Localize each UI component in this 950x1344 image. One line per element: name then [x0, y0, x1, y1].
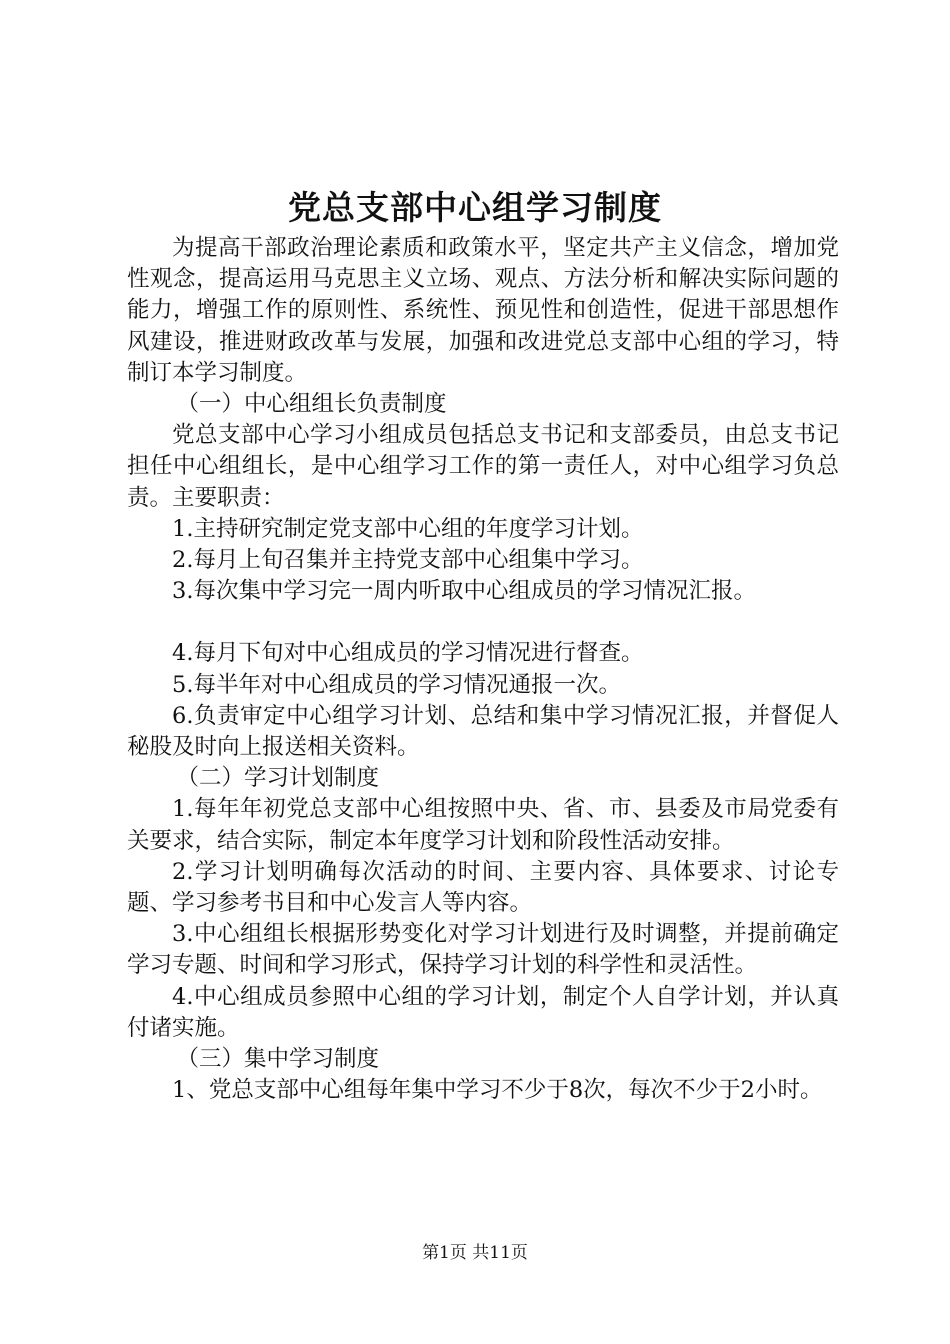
list-item-1-5: 5.每半年对中心组成员的学习情况通报一次。 — [172, 671, 621, 698]
list-item-2-2: 2.学习计划明确每次活动的时间、主要内容、具体要求、讨论专题、学习参考书目和中心发言人等内容。 — [127, 858, 839, 917]
list-item-1-2: 2.每月上旬召集并主持党支部中心组集中学习。 — [172, 547, 644, 574]
list-item-1-4: 4.每月下旬对中心组成员的学习情况进行督查。 — [172, 640, 644, 667]
list-item-2-3: 3.中心组组长根据形势变化对学习计划进行及时调整，并提前确定学习专题、时间和学习形式，保持学习计划的科学性和灵活性。 — [127, 921, 839, 979]
page-number-footer: 第1页 共11页 — [422, 1243, 528, 1263]
list-item-3-1: 1、党总支部中心组每年集中学习不少于8次，每次不少于2小时。 — [172, 1077, 823, 1104]
list-item-2-1: 1.每年年初党总支部中心组按照中央、省、市、县委及市局党委有关要求，结合实际，制定本年度学习计划和阶段性活动安排。 — [127, 796, 839, 854]
paragraph-leader-responsibility: 党总支部中心学习小组成员包括总支书记和支部委员，由总支书记担任中心组组长，是中心组学习工作的第一责任人，对中心组学习负总责。主要职责： — [127, 422, 839, 511]
section-heading-2: （二）学习计划制度 — [176, 765, 380, 792]
list-item-1-1: 1.主持研究制定党支部中心组的年度学习计划。 — [172, 515, 644, 542]
section-heading-3: （三）集中学习制度 — [176, 1046, 380, 1073]
list-item-2-4: 4.中心组成员参照中心组的学习计划，制定个人自学计划，并认真付诸实施。 — [127, 983, 839, 1041]
document-body — [127, 233, 839, 1106]
section-heading-1: （一）中心组组长负责制度 — [176, 391, 447, 418]
list-item-1-3: 3.每次集中学习完一周内听取中心组成员的学习情况汇报。 — [172, 578, 756, 605]
list-item-1-6: 6.负责审定中心组学习计划、总结和集中学习情况汇报，并督促人秘股及时向上报送相关资料。 — [127, 702, 839, 761]
intro-paragraph: 为提高干部政治理论素质和政策水平，坚定共产主义信念，增加党性观念，提高运用马克思主义立场、观点、方法分析和解决实际问题的能力，增强工作的原则性、系统性、预见性和创造性，促进干部思想作风建设，推进财政改革与发展，加强和改进党总支部中心组的学习，特制订本学习制度。 — [127, 235, 839, 386]
document-title: 党总支部中心组学习制度 — [288, 188, 662, 227]
blank-line — [127, 607, 839, 638]
